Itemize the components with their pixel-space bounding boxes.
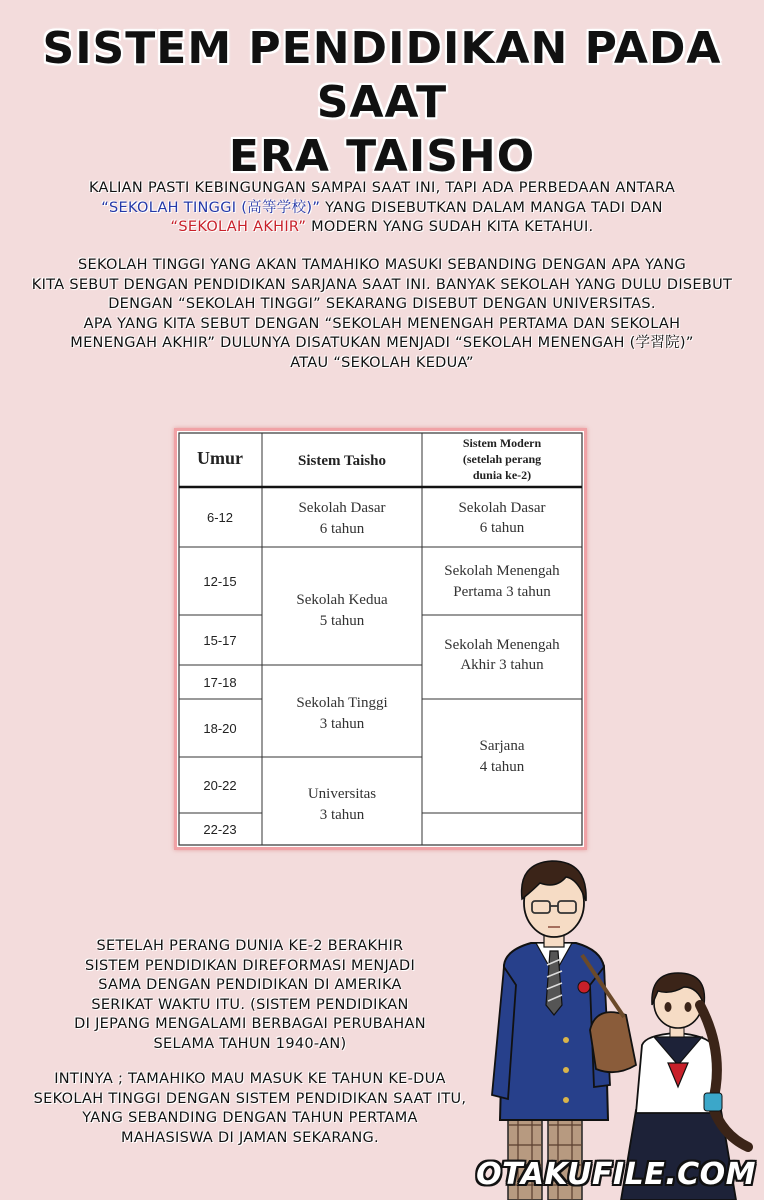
modern-cell-duration: 4 tahun (479, 759, 525, 775)
explanation-line-2: KITA SEBUT DENGAN PENDIDIKAN SARJANA SAAT INI. BANYAK SEKOLAH YANG DULU DISEBUT (31, 276, 733, 293)
education-comparison-table (174, 428, 587, 850)
summary-paragraph (0, 1070, 500, 1148)
taisho-cell-name: Sekolah Dasar (298, 500, 386, 516)
age-cell: 20-22 (203, 778, 237, 793)
intro-line-3-rest: MODERN YANG SUDAH KITA KETAHUI. (306, 219, 594, 235)
modern-cell-name: Sarjana (479, 738, 525, 754)
explanation-line-6: ATAU “SEKOLAH KEDUA” (290, 354, 474, 371)
explanation-paragraph (0, 256, 764, 373)
intro-line-2 (0, 199, 764, 219)
postwar-line-1: SETELAH PERANG DUNIA KE-2 BERAKHIR (96, 938, 404, 954)
intro-line-1: KALIAN PASTI KEBINGUNGAN SAMPAI SAAT INI, TAPI ADA PERBEDAAN ANTARA (88, 180, 676, 196)
postwar-line-3: SAMA DENGAN PENDIDIKAN DI AMERIKA (98, 977, 402, 993)
modern-cell-duration: 6 tahun (479, 520, 525, 536)
page-title-line-1: SISTEM PENDIDIKAN PADA SAAT (42, 23, 722, 128)
header-modern-line-2: (setelah perang (462, 452, 542, 466)
taisho-cell-name: Universitas (307, 786, 377, 802)
header-modern-line-3: dunia ke-2) (472, 468, 532, 482)
taisho-cell-duration: 6 tahun (319, 521, 365, 537)
age-cell: 12-15 (203, 574, 237, 589)
site-watermark: OTAKUFILE.COM (476, 1157, 756, 1192)
age-cell: 17-18 (203, 675, 237, 690)
postwar-line-5: DI JEPANG MENGALAMI BERBAGAI PERUBAHAN (74, 1016, 426, 1032)
explanation-line-1: SEKOLAH TINGGI YANG AKAN TAMAHIKO MASUKI SEBANDING DENGAN APA YANG (78, 257, 686, 273)
explanation-line-4: APA YANG KITA SEBUT DENGAN “SEKOLAH MENENGAH PERTAMA DAN SEKOLAH (83, 315, 681, 332)
intro-line-3 (0, 218, 764, 238)
table-grid (177, 431, 584, 847)
characters-illustration (486, 855, 764, 1200)
age-cell: 18-20 (203, 721, 237, 736)
age-cell: 15-17 (203, 633, 237, 648)
modern-cell-name: Sekolah Dasar (458, 500, 546, 516)
age-cell: 6-12 (206, 510, 234, 525)
modern-cell-name: Sekolah Menengah (444, 563, 560, 579)
age-cell: 22-23 (203, 822, 237, 837)
intro-line-2-rest: YANG DISEBUTKAN DALAM MANGA TADI DAN (320, 199, 663, 216)
explanation-line-3: DENGAN “SEKOLAH TINGGI” SEKARANG DISEBUT DENGAN UNIVERSITAS. (108, 296, 656, 312)
taisho-cell-name: Sekolah Kedua (296, 592, 388, 608)
intro-paragraph (0, 179, 764, 238)
taisho-cell-duration: 5 tahun (319, 613, 365, 629)
summary-line-2: SEKOLAH TINGGI DENGAN SISTEM PENDIDIKAN SAAT ITU, (33, 1090, 467, 1107)
highlight-sekolah-tinggi: “SEKOLAH TINGGI (高等学校)” (101, 199, 321, 216)
header-taisho: Sistem Taisho (298, 453, 386, 469)
postwar-line-6: SELAMA TAHUN 1940-AN) (153, 1035, 347, 1052)
summary-line-3: YANG SEBANDING DENGAN TAHUN PERTAMA (82, 1110, 418, 1126)
postwar-paragraph (30, 937, 470, 1054)
taisho-cell-duration: 3 tahun (319, 807, 365, 823)
postwar-line-2: SISTEM PENDIDIKAN DIREFORMASI MENJADI (84, 957, 416, 974)
header-modern-line-1: Sistem Modern (462, 436, 542, 450)
postwar-line-4: SERIKAT WAKTU ITU. (SISTEM PENDIDIKAN (91, 996, 409, 1013)
taisho-cell-name: Sekolah Tinggi (296, 695, 388, 711)
taisho-cell-duration: 3 tahun (319, 716, 365, 732)
modern-cell-name: Sekolah Menengah (444, 637, 560, 653)
page-title (0, 22, 764, 184)
summary-line-1: INTINYA ; TAMAHIKO MAU MASUK KE TAHUN KE-DUA (54, 1071, 446, 1087)
explanation-line-5: MENENGAH AKHIR” DULUNYA DISATUKAN MENJADI “SEKOLAH MENENGAH (学習院)” (70, 335, 694, 351)
page-title-line-2: ERA TAISHO (228, 131, 536, 182)
modern-cell-duration: Pertama 3 tahun (453, 584, 551, 600)
highlight-sekolah-akhir: “SEKOLAH AKHIR” (170, 219, 307, 235)
modern-cell-duration: Akhir 3 tahun (460, 657, 544, 673)
summary-line-4: MAHASISWA DI JAMAN SEKARANG. (121, 1129, 379, 1146)
header-age: Umur (197, 448, 243, 468)
